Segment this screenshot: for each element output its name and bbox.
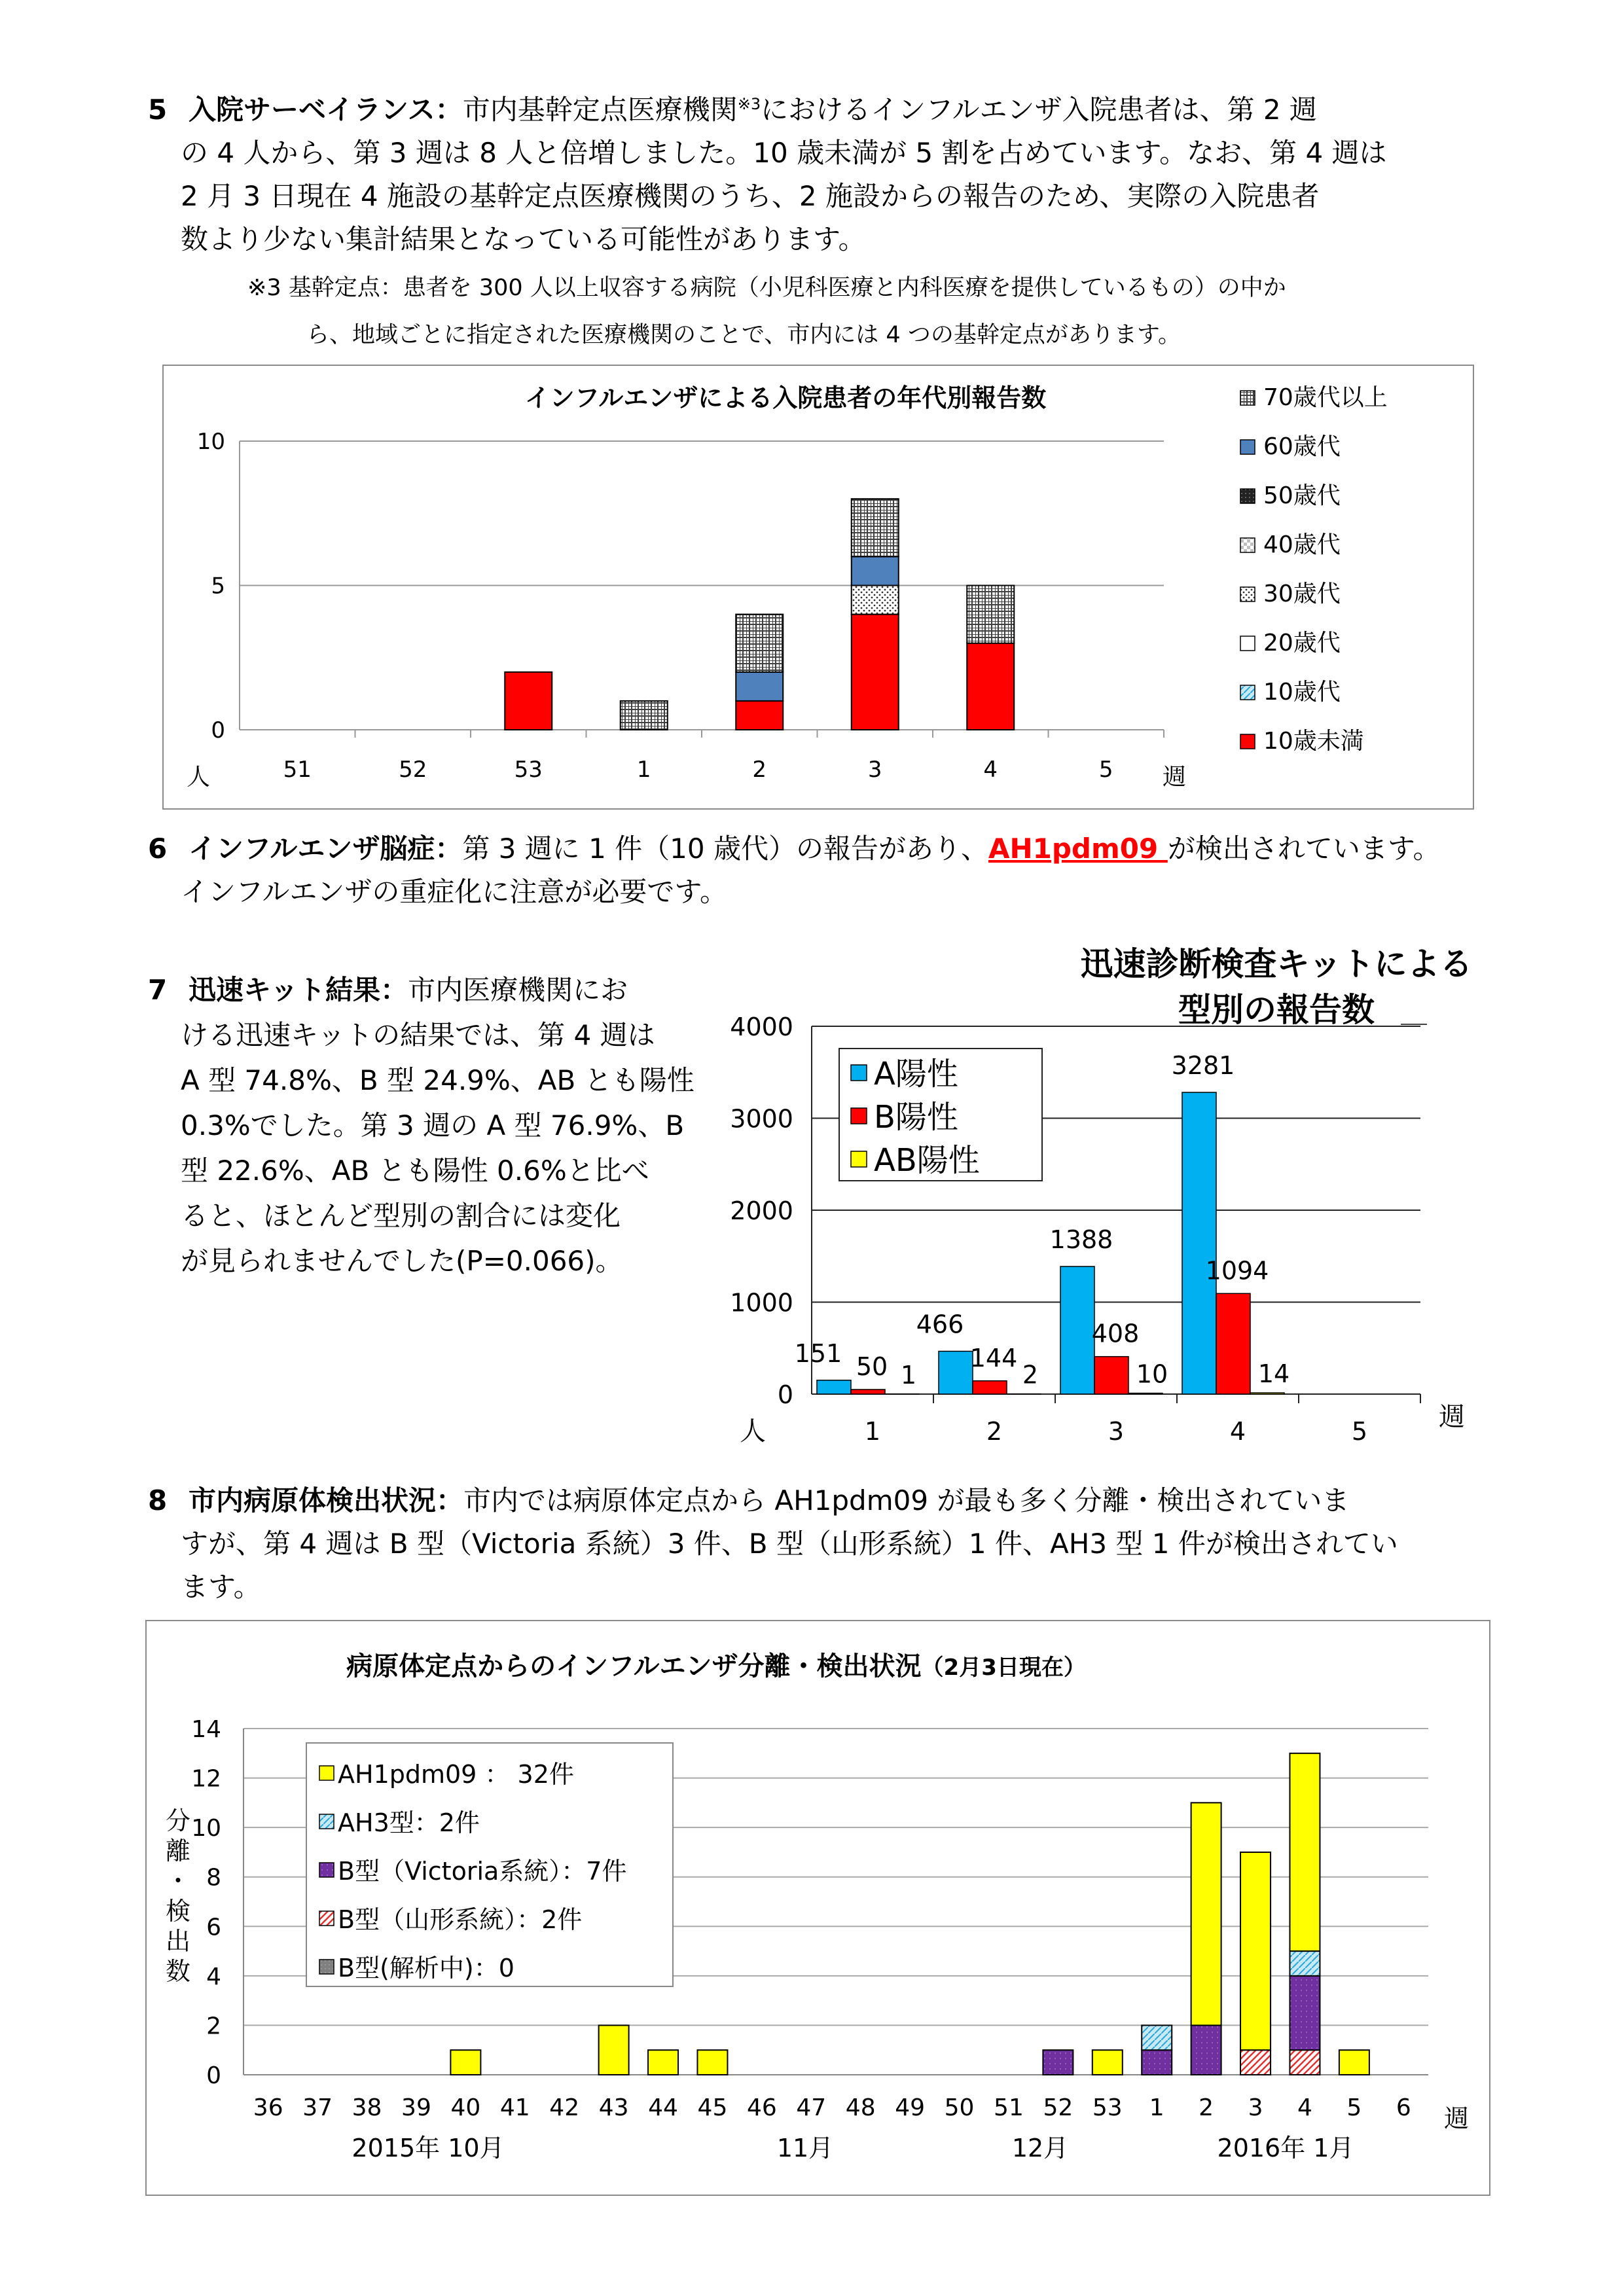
section6-number: 6 xyxy=(148,833,168,865)
chart3-month-label: 2015年 10月 xyxy=(352,2134,505,2162)
section5-line4: 数より少ない集計結果となっている可能性があります。 xyxy=(181,223,866,255)
chart3-legend-swatch xyxy=(319,1960,334,1974)
chart3-ylabel-char: 離 xyxy=(165,1837,191,1865)
chart3-legend-label: AH1pdm09 ： 32件 xyxy=(338,1760,574,1789)
chart3-ytick-label: 10 xyxy=(191,1815,221,1842)
chart2-bar xyxy=(973,1381,1007,1394)
section7-line3: A 型 74.8%、B 型 24.9%、AB とも陽性 xyxy=(181,1064,695,1096)
section8-line1 xyxy=(148,1479,1398,1522)
chart1-legend-swatch xyxy=(1240,440,1255,454)
section8-number: 8 xyxy=(148,1484,168,1516)
chart1-xtick-label: 5 xyxy=(1098,757,1113,783)
chart1-bar-segment xyxy=(967,643,1014,730)
chart2-data-label: 151 xyxy=(794,1338,842,1368)
section5-heading: 入院サーベイランス： xyxy=(189,94,463,126)
chart3-xtick-label: 44 xyxy=(648,2094,678,2121)
chart3-ytick-label: 2 xyxy=(206,2013,221,2040)
chart2-legend-label: B陽性 xyxy=(874,1099,958,1136)
chart3-bar-segment xyxy=(1092,2050,1123,2075)
chart1-bar-segment xyxy=(736,672,783,701)
chart-hospitalization-svg xyxy=(164,366,1473,808)
chart2-xtick-label: 4 xyxy=(1229,1417,1246,1446)
chart-rapid-test xyxy=(713,942,1512,1460)
chart3-bar-segment xyxy=(450,2050,480,2075)
chart1-bar-segment xyxy=(621,701,668,730)
chart2-bar xyxy=(1216,1293,1250,1394)
chart3-bar-segment xyxy=(1290,1976,1320,2050)
chart3-bar-segment xyxy=(1191,1803,1221,2025)
chart3-xtick-label: 41 xyxy=(499,2094,530,2121)
chart3-xtick-label: 49 xyxy=(895,2094,926,2121)
chart3-ylabel-char: 数 xyxy=(165,1957,191,1986)
chart1-legend-swatch xyxy=(1240,734,1255,749)
chart3-month-label: 11月 xyxy=(776,2134,834,2162)
chart3-title-group xyxy=(346,1651,1086,1681)
chart1-legend-label: 60歳代 xyxy=(1263,433,1341,460)
chart3-xtick-label: 36 xyxy=(253,2094,283,2121)
chart3-xtick-label: 3 xyxy=(1248,2094,1263,2121)
section5-paragraph xyxy=(148,82,1387,261)
chart2-bar xyxy=(1250,1393,1284,1394)
chart3-ylabel-char: ・ xyxy=(165,1867,191,1895)
chart1-legend-swatch xyxy=(1240,587,1255,601)
chart1-title: インフルエンザによる入院患者の年代別報告数 xyxy=(524,384,1047,412)
section7-heading: 迅速キット結果： xyxy=(189,974,408,1006)
section7-line1 xyxy=(148,967,695,1013)
chart2-bar xyxy=(1128,1393,1163,1394)
chart3-ytick-label: 14 xyxy=(191,1716,221,1743)
chart3-xtick-label: 43 xyxy=(598,2094,629,2121)
chart3-bar-segment xyxy=(1290,1951,1320,1976)
chart1-ytick-label: 5 xyxy=(211,573,225,600)
chart1-xtick-label: 52 xyxy=(399,757,427,783)
chart3-xtick-label: 45 xyxy=(697,2094,728,2121)
section6-line2: インフルエンザの重症化に注意が必要です。 xyxy=(181,876,727,908)
chart3-xtick-label: 47 xyxy=(796,2094,827,2121)
section7-line5: 型 22.6%、AB とも陽性 0.6%と比べ xyxy=(181,1155,649,1187)
chart3-xtick-label: 1 xyxy=(1149,2094,1164,2121)
chart1-legend-swatch xyxy=(1240,685,1255,700)
chart3-xtick-label: 38 xyxy=(352,2094,382,2121)
chart1-bar-segment xyxy=(852,499,899,556)
chart2-ytick-label: 0 xyxy=(777,1380,793,1409)
chart3-xtick-label: 39 xyxy=(401,2094,431,2121)
chart1-xtick-label: 1 xyxy=(636,757,651,783)
chart1-xtick-label: 53 xyxy=(514,757,543,783)
chart3-bar-segment xyxy=(1290,2050,1320,2075)
section8-line3: ます。 xyxy=(181,1571,261,1603)
section5-line1 xyxy=(148,82,1387,132)
chart3-legend-swatch xyxy=(319,1911,334,1926)
chart3-legend-label: B型（山形系統）：2件 xyxy=(338,1905,583,1934)
chart3-xtick-label: 37 xyxy=(302,2094,333,2121)
chart3-bar-segment xyxy=(1142,2025,1172,2050)
section5-line1-text-a: 市内基幹定点医療機関 xyxy=(462,94,738,126)
section7-number: 7 xyxy=(148,974,168,1006)
chart3-xlabel: 週 xyxy=(1444,2104,1470,2133)
chart2-title-line2: 型別の報告数 xyxy=(1178,991,1375,1029)
section8-line2: すが、第 4 週は B 型（Victoria 系統）3 件、B 型（山形系統）1 件、AH3 型 1 件が検出されてい xyxy=(181,1528,1398,1560)
chart2-bar xyxy=(1182,1092,1216,1394)
chart3-xtick-label: 50 xyxy=(944,2094,975,2121)
chart3-legend-swatch xyxy=(319,1863,334,1877)
chart1-ytick-label: 10 xyxy=(196,429,225,455)
chart3-ytick-label: 4 xyxy=(206,1963,221,1990)
chart1-bar-segment xyxy=(852,615,899,730)
chart3-legend-label: B型(解析中)：0 xyxy=(338,1954,514,1982)
chart3-bar-segment xyxy=(648,2050,678,2075)
chart1-xtick-label: 3 xyxy=(867,757,882,783)
chart3-ylabel-char: 検 xyxy=(165,1897,191,1926)
chart3-ylabel-char: 分 xyxy=(165,1806,191,1835)
chart1-legend-label: 10歳代 xyxy=(1263,679,1341,706)
section7-line2: ける迅速キットの結果では、第 4 週は xyxy=(181,1019,655,1051)
chart3-bar-segment xyxy=(1043,2050,1073,2075)
chart2-bar xyxy=(817,1380,851,1394)
chart1-legend-swatch xyxy=(1240,489,1255,503)
chart2-ytick-label: 3000 xyxy=(730,1104,793,1134)
chart1-legend-swatch xyxy=(1240,636,1255,651)
chart3-legend-label: B型（Victoria系統）：7件 xyxy=(338,1857,627,1886)
chart2-data-label: 50 xyxy=(856,1352,888,1381)
chart3-ytick-label: 8 xyxy=(206,1864,221,1892)
chart3-ylabel-char: 出 xyxy=(165,1927,191,1956)
chart3-xtick-label: 46 xyxy=(746,2094,777,2121)
chart1-bar-segment xyxy=(505,672,552,730)
chart-pathogen-svg xyxy=(147,1621,1489,2195)
chart2-legend-swatch xyxy=(851,1151,867,1167)
section6-line1-text-a: 第 3 週に 1 件（10 歳代）の報告があり、 xyxy=(462,833,988,865)
section6-line1 xyxy=(148,827,1440,870)
chart1-bar-segment xyxy=(852,586,899,615)
chart1-legend-swatch xyxy=(1240,538,1255,552)
chart3-bar-segment xyxy=(1191,2025,1221,2075)
chart2-data-label: 1388 xyxy=(1049,1225,1113,1254)
chart3-legend-swatch xyxy=(319,1814,334,1829)
chart3-xtick-label: 2 xyxy=(1199,2094,1214,2121)
chart1-bar-segment xyxy=(967,586,1014,643)
chart-rapid-test-svg xyxy=(713,942,1512,1460)
section5-number: 5 xyxy=(148,94,168,126)
ah1pdm09-link[interactable]: AH1pdm09 xyxy=(988,833,1168,865)
chart3-month-label: 2016年 1月 xyxy=(1217,2134,1354,2162)
section7-line6: ると、ほとんど型別の割合には変化 xyxy=(181,1200,621,1232)
chart2-bar xyxy=(939,1352,973,1394)
section7-line7: が見られませんでした(P=0.066)。 xyxy=(181,1245,623,1277)
chart1-legend-swatch xyxy=(1240,391,1255,405)
chart2-legend-swatch xyxy=(851,1065,867,1081)
chart1-bar-segment xyxy=(736,615,783,672)
chart1-xtick-label: 51 xyxy=(283,757,312,783)
chart1-bar-segment xyxy=(852,556,899,585)
chart1-legend-label: 40歳代 xyxy=(1263,531,1341,558)
chart3-bar-segment xyxy=(1240,2050,1271,2075)
section6-heading: インフルエンザ脳症： xyxy=(189,833,463,865)
chart1-ytick-label: 0 xyxy=(211,717,225,744)
chart3-xtick-label: 51 xyxy=(994,2094,1024,2121)
chart3-xtick-label: 6 xyxy=(1396,2094,1411,2121)
chart1-ylabel: 人 xyxy=(187,764,211,791)
chart3-bar-segment xyxy=(1339,2050,1369,2075)
chart3-month-label: 12月 xyxy=(1011,2134,1069,2162)
chart2-data-label: 408 xyxy=(1091,1319,1140,1348)
chart3-bar-segment xyxy=(1240,1852,1271,2050)
chart1-legend-label: 10歳未満 xyxy=(1263,728,1364,755)
chart1-xtick-label: 4 xyxy=(983,757,998,783)
chart3-bar-segment xyxy=(1290,1753,1320,1951)
chart2-xlabel: 週 xyxy=(1439,1402,1465,1432)
chart3-legend-label: AH3型：2件 xyxy=(338,1808,480,1837)
chart3-ytick-label: 0 xyxy=(206,2062,221,2089)
chart2-title-line1: 迅速診断検査キットによる xyxy=(1080,945,1473,983)
chart3-xtick-label: 40 xyxy=(450,2094,481,2121)
chart1-legend-label: 70歳代以上 xyxy=(1263,384,1388,411)
chart1-legend-label: 50歳代 xyxy=(1263,482,1341,509)
chart2-xtick-label: 3 xyxy=(1108,1417,1125,1446)
chart2-bar xyxy=(1094,1357,1128,1394)
footnote-line2: ら、地域ごとに指定された医療機関のことで、市内には 4 つの基幹定点があります。 xyxy=(306,322,1182,348)
chart3-bar-segment xyxy=(599,2025,629,2075)
chart3-xtick-label: 52 xyxy=(1043,2094,1074,2121)
chart1-legend-label: 30歳代 xyxy=(1263,581,1341,607)
footnote-line1: ※3 基幹定点：患者を 300 人以上収容する病院（小児科医療と内科医療を提供しているもの）の中か xyxy=(247,275,1286,301)
chart2-bar xyxy=(1060,1266,1094,1394)
chart2-ylabel: 人 xyxy=(740,1416,766,1446)
chart2-data-label: 1094 xyxy=(1205,1256,1269,1285)
section7-paragraph xyxy=(148,967,695,1283)
chart1-legend-label: 20歳代 xyxy=(1263,630,1341,656)
chart2-ytick-label: 4000 xyxy=(730,1013,793,1041)
footnote-mark: ※3 xyxy=(737,95,761,113)
chart2-legend-swatch xyxy=(851,1108,867,1124)
chart-hospitalization xyxy=(162,365,1474,810)
chart2-legend-label: A陽性 xyxy=(874,1056,958,1092)
chart2-data-label: 3281 xyxy=(1171,1051,1235,1081)
chart2-legend-label: AB陽性 xyxy=(874,1142,980,1179)
section6-paragraph xyxy=(148,827,1440,914)
chart3-xtick-label: 53 xyxy=(1092,2094,1123,2121)
chart3-ytick-label: 6 xyxy=(206,1914,221,1941)
chart3-xtick-label: 42 xyxy=(549,2094,580,2121)
chart3-title: 病原体定点からのインフルエンザ分離・検出状況 xyxy=(346,1651,922,1681)
chart2-data-label: 10 xyxy=(1136,1359,1168,1389)
chart1-xtick-label: 2 xyxy=(752,757,767,783)
chart2-data-label: 2 xyxy=(1022,1360,1039,1390)
chart3-xtick-label: 4 xyxy=(1297,2094,1312,2121)
chart3-title-suffix: （2月3日現在） xyxy=(921,1655,1086,1681)
chart3-legend-swatch xyxy=(319,1766,334,1780)
chart3-bar-segment xyxy=(1142,2050,1172,2075)
section8-heading: 市内病原体検出状況： xyxy=(189,1484,464,1516)
chart1-xlabel: 週 xyxy=(1163,764,1187,791)
chart2-xtick-label: 1 xyxy=(864,1417,881,1446)
chart2-ytick-label: 1000 xyxy=(730,1288,793,1318)
chart2-bar xyxy=(851,1390,885,1394)
chart2-xtick-label: 2 xyxy=(986,1417,1003,1446)
section7-line1-text: 市内医療機関にお xyxy=(408,974,628,1006)
chart2-data-label: 14 xyxy=(1257,1359,1290,1389)
chart1-bar-segment xyxy=(736,701,783,730)
chart3-xtick-label: 5 xyxy=(1346,2094,1362,2121)
section8-paragraph xyxy=(148,1479,1398,1609)
chart3-xtick-label: 48 xyxy=(845,2094,876,2121)
section6-line1-text-b: が検出されています。 xyxy=(1167,833,1441,865)
chart3-bar-segment xyxy=(697,2050,727,2075)
chart2-ytick-label: 2000 xyxy=(730,1196,793,1225)
section7-line4: 0.3%でした。第 3 週の A 型 76.9%、B xyxy=(181,1109,685,1141)
chart3-ytick-label: 12 xyxy=(191,1765,221,1793)
chart2-data-label: 1 xyxy=(900,1360,917,1390)
chart2-data-label: 466 xyxy=(916,1310,964,1339)
section5-line1-text-b: におけるインフルエンザ入院患者は、第 2 週 xyxy=(761,94,1317,126)
chart2-data-label: 144 xyxy=(969,1343,1018,1372)
section5-line3: 2 月 3 日現在 4 施設の基幹定点医療機関のうち、2 施設からの報告のため、実際の入院患者 xyxy=(181,180,1320,212)
chart2-xtick-label: 5 xyxy=(1351,1417,1368,1446)
section5-line2: の 4 人から、第 3 週は 8 人と倍増しました。10 歳未満が 5 割を占めています。なお、第 4 週は xyxy=(181,137,1387,169)
section8-line1-text: 市内では病原体定点から AH1pdm09 が最も多く分離・検出されていま xyxy=(463,1484,1350,1516)
chart-pathogen xyxy=(145,1620,1490,2196)
